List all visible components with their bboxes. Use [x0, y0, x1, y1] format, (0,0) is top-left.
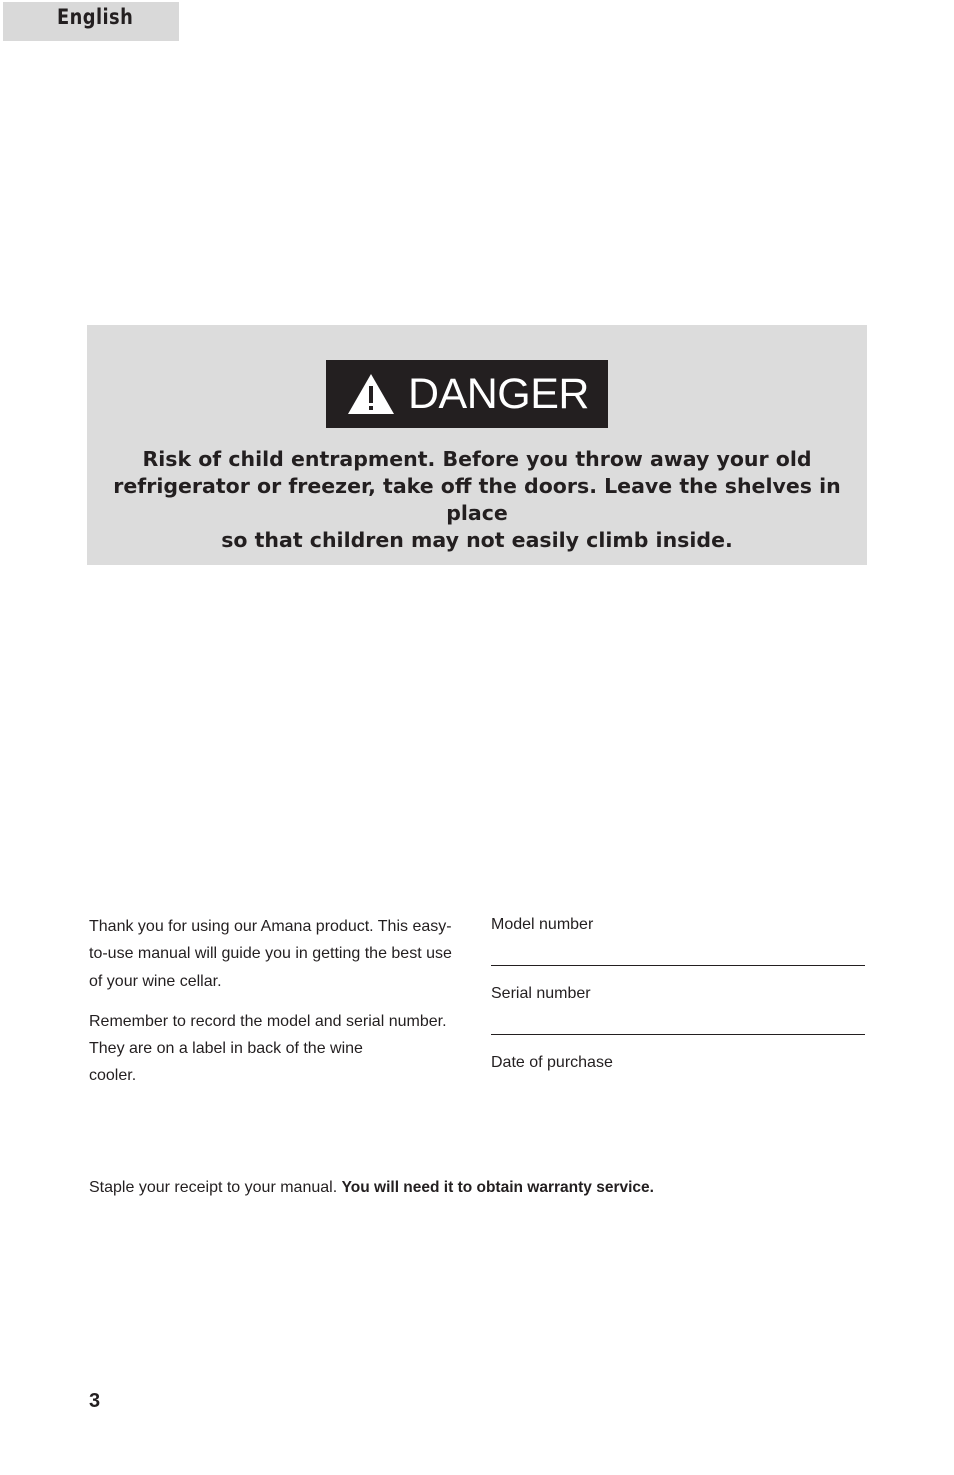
- paragraph-line: Remember to record the model and serial number.: [89, 1012, 447, 1030]
- serial-number-line: [491, 1034, 865, 1035]
- record-reminder-paragraph: [89, 1008, 469, 1090]
- model-number-line: [491, 965, 865, 966]
- danger-notice: [87, 325, 867, 565]
- warranty-note-text: You will need it to obtain warranty service.: [341, 1179, 654, 1196]
- language-label: English: [57, 5, 134, 29]
- danger-message-line: so that children may not easily climb inside.: [221, 528, 733, 552]
- paragraph-line: They are on a label in back of the wine: [89, 1040, 363, 1058]
- danger-message-line: Risk of child entrapment. Before you throw away your old: [142, 447, 812, 471]
- thank-you-paragraph: [89, 913, 469, 995]
- paragraph-line: cooler.: [89, 1067, 137, 1085]
- paragraph-line: Thank you for using our Amana product. This easy-: [89, 918, 452, 935]
- warning-triangle-icon: [346, 372, 396, 416]
- serial-number-label: Serial number: [491, 985, 591, 1002]
- danger-badge: [326, 360, 608, 428]
- date-of-purchase-field: [491, 1051, 865, 1120]
- serial-number-field: [491, 982, 865, 1051]
- danger-signal-word: DANGER: [408, 369, 589, 418]
- paragraph-line: to-use manual will guide you in getting the best use: [89, 945, 452, 963]
- danger-message: [87, 446, 867, 554]
- paragraph-line: of your wine cellar.: [89, 972, 222, 990]
- model-number-field: [491, 913, 865, 982]
- language-tab: [3, 2, 179, 41]
- danger-message-line: refrigerator or freezer, take off the doors. Leave the shelves in place: [113, 474, 841, 525]
- page-number: 3: [89, 1390, 101, 1412]
- product-record-form: [491, 913, 865, 1120]
- receipt-note: [89, 1179, 654, 1197]
- intro-text: [89, 913, 469, 1090]
- model-number-label: Model number: [491, 916, 594, 933]
- date-of-purchase-label: Date of purchase: [491, 1054, 613, 1071]
- receipt-note-text: Staple your receipt to your manual.: [89, 1179, 338, 1196]
